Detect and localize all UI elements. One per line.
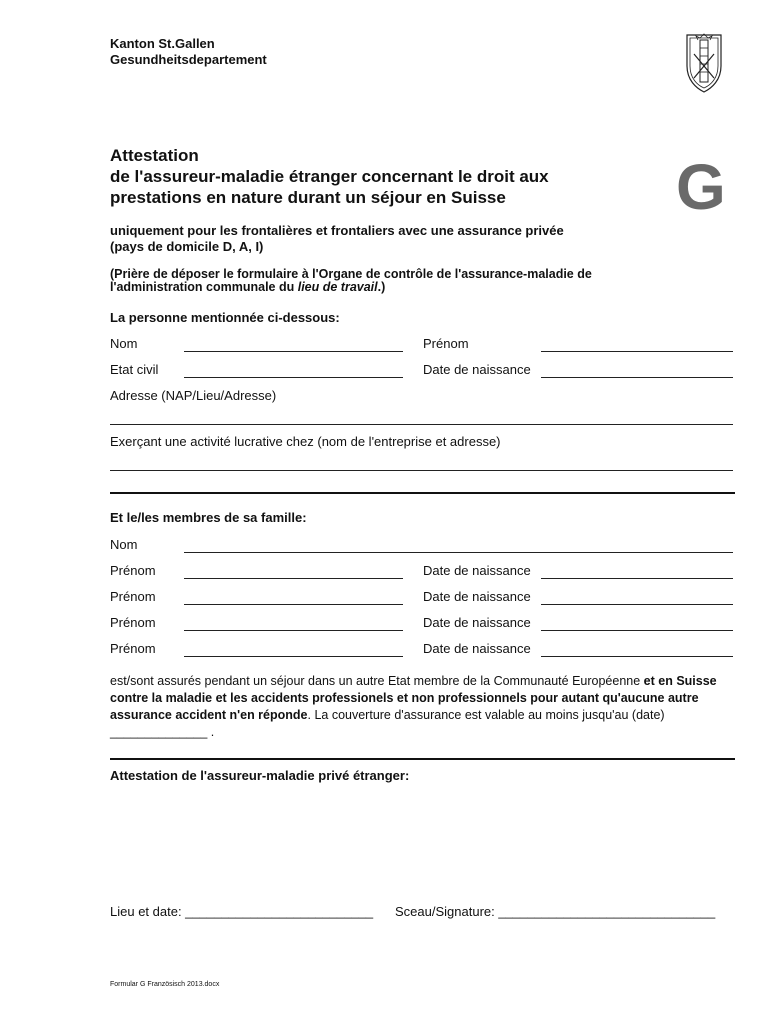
family-date-label: Date de naissance <box>423 589 531 604</box>
adresse-field[interactable] <box>110 408 733 425</box>
date-naissance-field[interactable] <box>541 361 733 378</box>
family-prenom-label: Prénom <box>110 615 156 630</box>
date-naissance-label: Date de naissance <box>423 362 531 377</box>
intro-note-line-2 <box>110 280 385 294</box>
family-nom-label: Nom <box>110 537 138 552</box>
family-prenom-label: Prénom <box>110 563 156 578</box>
family-nom-field[interactable] <box>184 536 733 553</box>
family-prenom-field[interactable] <box>184 588 403 605</box>
title-line-1: Attestation <box>110 146 199 165</box>
family-date-field[interactable] <box>541 640 733 657</box>
family-date-field[interactable] <box>541 614 733 631</box>
family-prenom-field[interactable] <box>184 614 403 631</box>
employer-label: Exerçant une activité lucrative chez (nom de l'entreprise et adresse) <box>110 434 501 449</box>
prenom-label: Prénom <box>423 336 469 351</box>
family-prenom-label: Prénom <box>110 589 156 604</box>
note-italic: lieu de travail <box>297 280 378 294</box>
note-suffix: .) <box>377 280 386 294</box>
insurance-statement <box>110 673 735 741</box>
org-name: Kanton St.Gallen <box>110 36 215 51</box>
insurer-heading: Attestation de l'assureur-maladie privé étranger: <box>110 768 410 783</box>
note-prefix: l'administration communale du <box>110 280 298 294</box>
intro-line-1: uniquement pour les frontalières et frontaliers avec une assurance privée <box>110 223 564 238</box>
family-prenom-field[interactable] <box>184 562 403 579</box>
prenom-field[interactable] <box>541 335 733 352</box>
family-date-field[interactable] <box>541 562 733 579</box>
section-divider-1 <box>110 492 735 494</box>
family-heading: Et le/les membres de sa famille: <box>110 510 307 525</box>
signature-field[interactable]: Sceau/Signature: ______________________________ <box>395 904 716 919</box>
family-date-label: Date de naissance <box>423 615 531 630</box>
coat-of-arms-logo <box>684 32 724 94</box>
adresse-label: Adresse (NAP/Lieu/Adresse) <box>110 388 277 403</box>
title-line-2: de l'assureur-maladie étranger concernant le droit aux <box>110 167 549 186</box>
family-date-label: Date de naissance <box>423 563 531 578</box>
etat-civil-field[interactable] <box>184 361 403 378</box>
intro-line-2: (pays de domicile D, A, I) <box>110 239 264 254</box>
footer-filename: Formular G Französisch 2013.docx <box>110 981 220 988</box>
lieu-date-field[interactable]: Lieu et date: __________________________ <box>110 904 374 919</box>
statement-part-1: est/sont assurés pendant un séjour dans un autre Etat membre de la Communauté Européenne <box>110 674 644 688</box>
form-letter: G <box>676 151 726 223</box>
nom-label: Nom <box>110 336 138 351</box>
statement-part-3: . La couverture d'assurance est valable au moins jusqu'au (date) ______________ . <box>110 708 665 739</box>
intro-note-line-1: (Prière de déposer le formulaire à l'Organe de contrôle de l'assurance-maladie de <box>110 267 592 281</box>
family-date-field[interactable] <box>541 588 733 605</box>
title-line-3: prestations en nature durant un séjour en Suisse <box>110 188 506 207</box>
family-prenom-field[interactable] <box>184 640 403 657</box>
department-name: Gesundheitsdepartement <box>110 52 267 67</box>
family-prenom-label: Prénom <box>110 641 156 656</box>
nom-field[interactable] <box>184 335 403 352</box>
etat-civil-label: Etat civil <box>110 362 159 377</box>
employer-field[interactable] <box>110 454 733 471</box>
statement-part-2: et en Suisse contre la maladie et les accidents professionels et non professionnels pour autant qu'aucune autre assurance accident n'en réponde <box>110 674 717 722</box>
family-date-label: Date de naissance <box>423 641 531 656</box>
section-divider-2 <box>110 758 735 760</box>
person-heading: La personne mentionnée ci-dessous: <box>110 310 340 325</box>
